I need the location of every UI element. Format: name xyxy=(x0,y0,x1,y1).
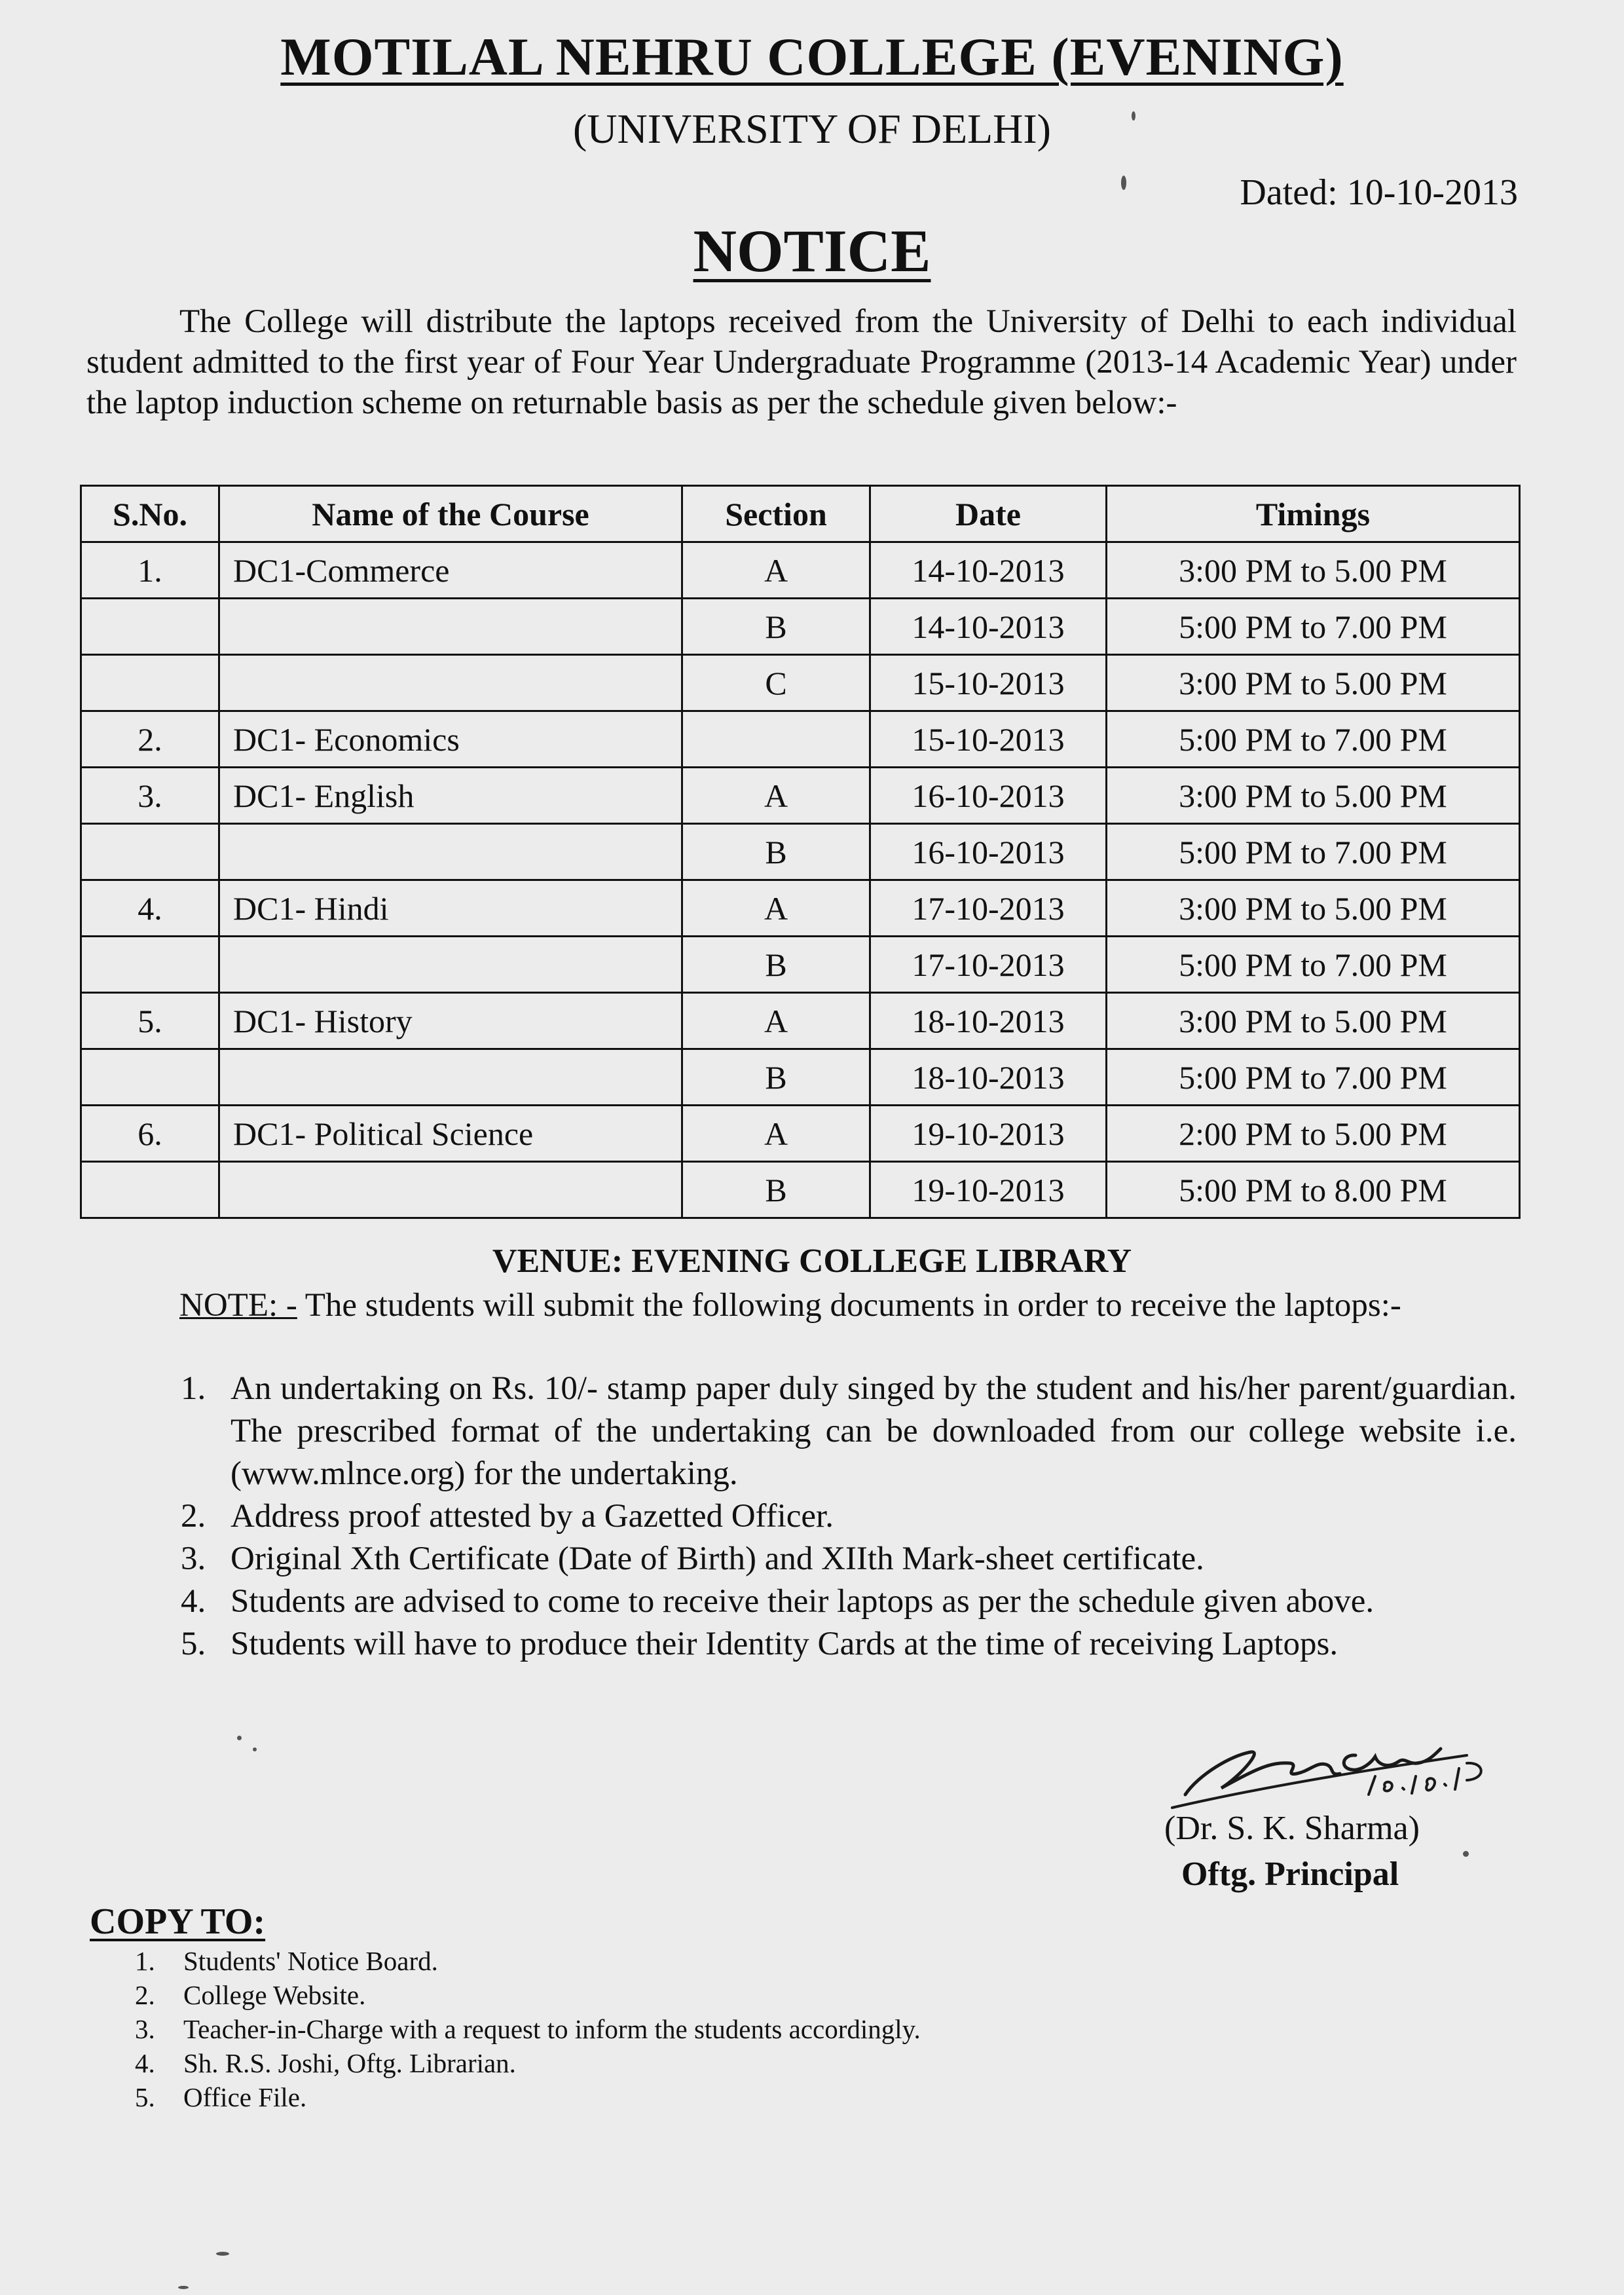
cell-timings: 2:00 PM to 5.00 PM xyxy=(1107,1106,1520,1162)
scan-speck xyxy=(216,2252,229,2256)
list-number: 3. xyxy=(135,2014,155,2044)
list-number: 5. xyxy=(135,2082,155,2112)
cell-course xyxy=(219,599,682,655)
header-sno: S.No. xyxy=(81,486,219,542)
scan-speck xyxy=(1121,176,1126,190)
table-row xyxy=(81,880,1520,937)
list-item xyxy=(135,1944,921,1978)
list-text: Students are advised to come to receive their laptops as per the schedule given above. xyxy=(231,1583,1375,1620)
cell-timings: 3:00 PM to 5.00 PM xyxy=(1107,655,1520,711)
table-row xyxy=(81,1162,1520,1218)
signatory-name: (Dr. S. K. Sharma) xyxy=(1164,1810,1420,1847)
list-number: 2. xyxy=(135,1980,155,2010)
list-number: 1. xyxy=(181,1370,206,1407)
scan-speck xyxy=(1132,111,1135,121)
cell-course xyxy=(219,655,682,711)
table-row xyxy=(81,768,1520,824)
cell-date: 17-10-2013 xyxy=(870,880,1107,937)
note-paragraph xyxy=(86,1285,1517,1326)
list-item xyxy=(181,1538,1517,1580)
cell-section: C xyxy=(682,655,870,711)
cell-section: A xyxy=(682,542,870,599)
cell-course: DC1- Political Science xyxy=(219,1106,682,1162)
cell-section: B xyxy=(682,824,870,880)
note-label: NOTE: - xyxy=(179,1287,297,1324)
principal-signature xyxy=(1159,1716,1500,1814)
scan-speck xyxy=(253,1747,257,1751)
scan-speck xyxy=(237,1736,242,1740)
table-row xyxy=(81,937,1520,993)
cell-section: A xyxy=(682,1106,870,1162)
list-text: Address proof attested by a Gazetted Officer. xyxy=(231,1498,834,1535)
cell-section: B xyxy=(682,599,870,655)
list-text: Teacher-in-Charge with a request to inform the students accordingly. xyxy=(183,2014,921,2044)
list-item xyxy=(135,2080,921,2114)
cell-date: 16-10-2013 xyxy=(870,824,1107,880)
cell-section: B xyxy=(682,937,870,993)
college-name: MOTILAL NEHRU COLLEGE (EVENING) xyxy=(280,27,1344,86)
list-text: Original Xth Certificate (Date of Birth) and XIIth Mark-sheet certificate. xyxy=(231,1540,1204,1577)
cell-section: B xyxy=(682,1049,870,1106)
cell-course xyxy=(219,1162,682,1218)
header-timings: Timings xyxy=(1107,486,1520,542)
cell-timings: 5:00 PM to 7.00 PM xyxy=(1107,599,1520,655)
cell-date: 15-10-2013 xyxy=(870,711,1107,768)
list-number: 4. xyxy=(135,2048,155,2078)
list-item xyxy=(135,1978,921,2012)
cell-course: DC1- Economics xyxy=(219,711,682,768)
cell-sno xyxy=(81,1162,219,1218)
copy-to-heading: COPY TO: xyxy=(90,1901,266,1942)
cell-timings: 3:00 PM to 5.00 PM xyxy=(1107,880,1520,937)
list-number: 4. xyxy=(181,1583,206,1620)
table-row xyxy=(81,824,1520,880)
cell-timings: 5:00 PM to 7.00 PM xyxy=(1107,937,1520,993)
cell-date: 19-10-2013 xyxy=(870,1162,1107,1218)
cell-date: 17-10-2013 xyxy=(870,937,1107,993)
cell-course: DC1- Hindi xyxy=(219,880,682,937)
cell-sno: 3. xyxy=(81,768,219,824)
header-section: Section xyxy=(682,486,870,542)
cell-date: 18-10-2013 xyxy=(870,1049,1107,1106)
cell-course: DC1- English xyxy=(219,768,682,824)
cell-timings: 3:00 PM to 5.00 PM xyxy=(1107,768,1520,824)
cell-timings: 5:00 PM to 7.00 PM xyxy=(1107,1049,1520,1106)
list-item xyxy=(181,1368,1517,1495)
list-number: 5. xyxy=(181,1626,206,1662)
notice-date: Dated: 10-10-2013 xyxy=(1240,172,1518,213)
laptop-schedule-table xyxy=(80,485,1521,1219)
table-row xyxy=(81,1049,1520,1106)
list-text: An undertaking on Rs. 10/- stamp paper duly singed by the student and his/her parent/guardian. The prescribed format of the undertaking can be downloaded from our college website i.e. (www.mlnce.org) for the undertaking. xyxy=(231,1370,1517,1492)
cell-section xyxy=(682,711,870,768)
cell-date: 14-10-2013 xyxy=(870,599,1107,655)
cell-sno xyxy=(81,824,219,880)
list-item xyxy=(181,1495,1517,1538)
list-item xyxy=(181,1580,1517,1623)
cell-sno: 1. xyxy=(81,542,219,599)
list-text: Students will have to produce their Identity Cards at the time of receiving Laptops. xyxy=(231,1626,1338,1662)
list-item xyxy=(181,1623,1517,1666)
list-text: Sh. R.S. Joshi, Oftg. Librarian. xyxy=(183,2048,516,2078)
cell-course xyxy=(219,1049,682,1106)
cell-date: 16-10-2013 xyxy=(870,768,1107,824)
scan-speck xyxy=(1463,1851,1469,1857)
cell-timings: 3:00 PM to 5.00 PM xyxy=(1107,542,1520,599)
note-text: The students will submit the following documents in order to receive the laptops:- xyxy=(297,1287,1401,1324)
cell-course: DC1-Commerce xyxy=(219,542,682,599)
cell-sno xyxy=(81,937,219,993)
list-text: College Website. xyxy=(183,1980,366,2010)
cell-section: A xyxy=(682,993,870,1049)
cell-sno xyxy=(81,655,219,711)
notice-title: NOTICE xyxy=(693,217,931,284)
cell-timings: 5:00 PM to 7.00 PM xyxy=(1107,824,1520,880)
cell-date: 14-10-2013 xyxy=(870,542,1107,599)
university-name: (UNIVERSITY OF DELHI) xyxy=(573,105,1051,152)
venue-line: VENUE: EVENING COLLEGE LIBRARY xyxy=(492,1242,1132,1280)
list-number: 2. xyxy=(181,1498,206,1535)
list-item xyxy=(135,2046,921,2080)
header-course: Name of the Course xyxy=(219,486,682,542)
cell-date: 15-10-2013 xyxy=(870,655,1107,711)
header-date: Date xyxy=(870,486,1107,542)
required-documents-list xyxy=(181,1368,1517,1666)
cell-date: 19-10-2013 xyxy=(870,1106,1107,1162)
scan-speck xyxy=(178,2286,189,2289)
cell-timings: 3:00 PM to 5.00 PM xyxy=(1107,993,1520,1049)
cell-course xyxy=(219,937,682,993)
table-header-row xyxy=(81,486,1520,542)
table-row xyxy=(81,711,1520,768)
table-row xyxy=(81,655,1520,711)
cell-date: 18-10-2013 xyxy=(870,993,1107,1049)
cell-section: A xyxy=(682,880,870,937)
list-number: 1. xyxy=(135,1946,155,1976)
table-row xyxy=(81,993,1520,1049)
intro-paragraph: The College will distribute the laptops received from the University of Delhi to each individual student admitted to the first year of Four Year Undergraduate Programme (2013-14 Academic Year) under the laptop induction scheme on returnable basis as per the schedule given below:- xyxy=(86,303,1517,421)
signatory-title: Oftg. Principal xyxy=(1181,1856,1399,1893)
table-row xyxy=(81,542,1520,599)
cell-timings: 5:00 PM to 8.00 PM xyxy=(1107,1162,1520,1218)
cell-sno xyxy=(81,1049,219,1106)
list-number: 3. xyxy=(181,1540,206,1577)
list-item xyxy=(135,2012,921,2046)
list-text: Office File. xyxy=(183,2082,307,2112)
cell-sno xyxy=(81,599,219,655)
copy-to-list xyxy=(135,1944,921,2114)
cell-sno: 5. xyxy=(81,993,219,1049)
cell-sno: 4. xyxy=(81,880,219,937)
list-text: Students' Notice Board. xyxy=(183,1946,438,1976)
cell-sno: 2. xyxy=(81,711,219,768)
cell-sno: 6. xyxy=(81,1106,219,1162)
cell-course: DC1- History xyxy=(219,993,682,1049)
cell-section: B xyxy=(682,1162,870,1218)
cell-section: A xyxy=(682,768,870,824)
table-row xyxy=(81,599,1520,655)
table-row xyxy=(81,1106,1520,1162)
cell-timings: 5:00 PM to 7.00 PM xyxy=(1107,711,1520,768)
cell-course xyxy=(219,824,682,880)
